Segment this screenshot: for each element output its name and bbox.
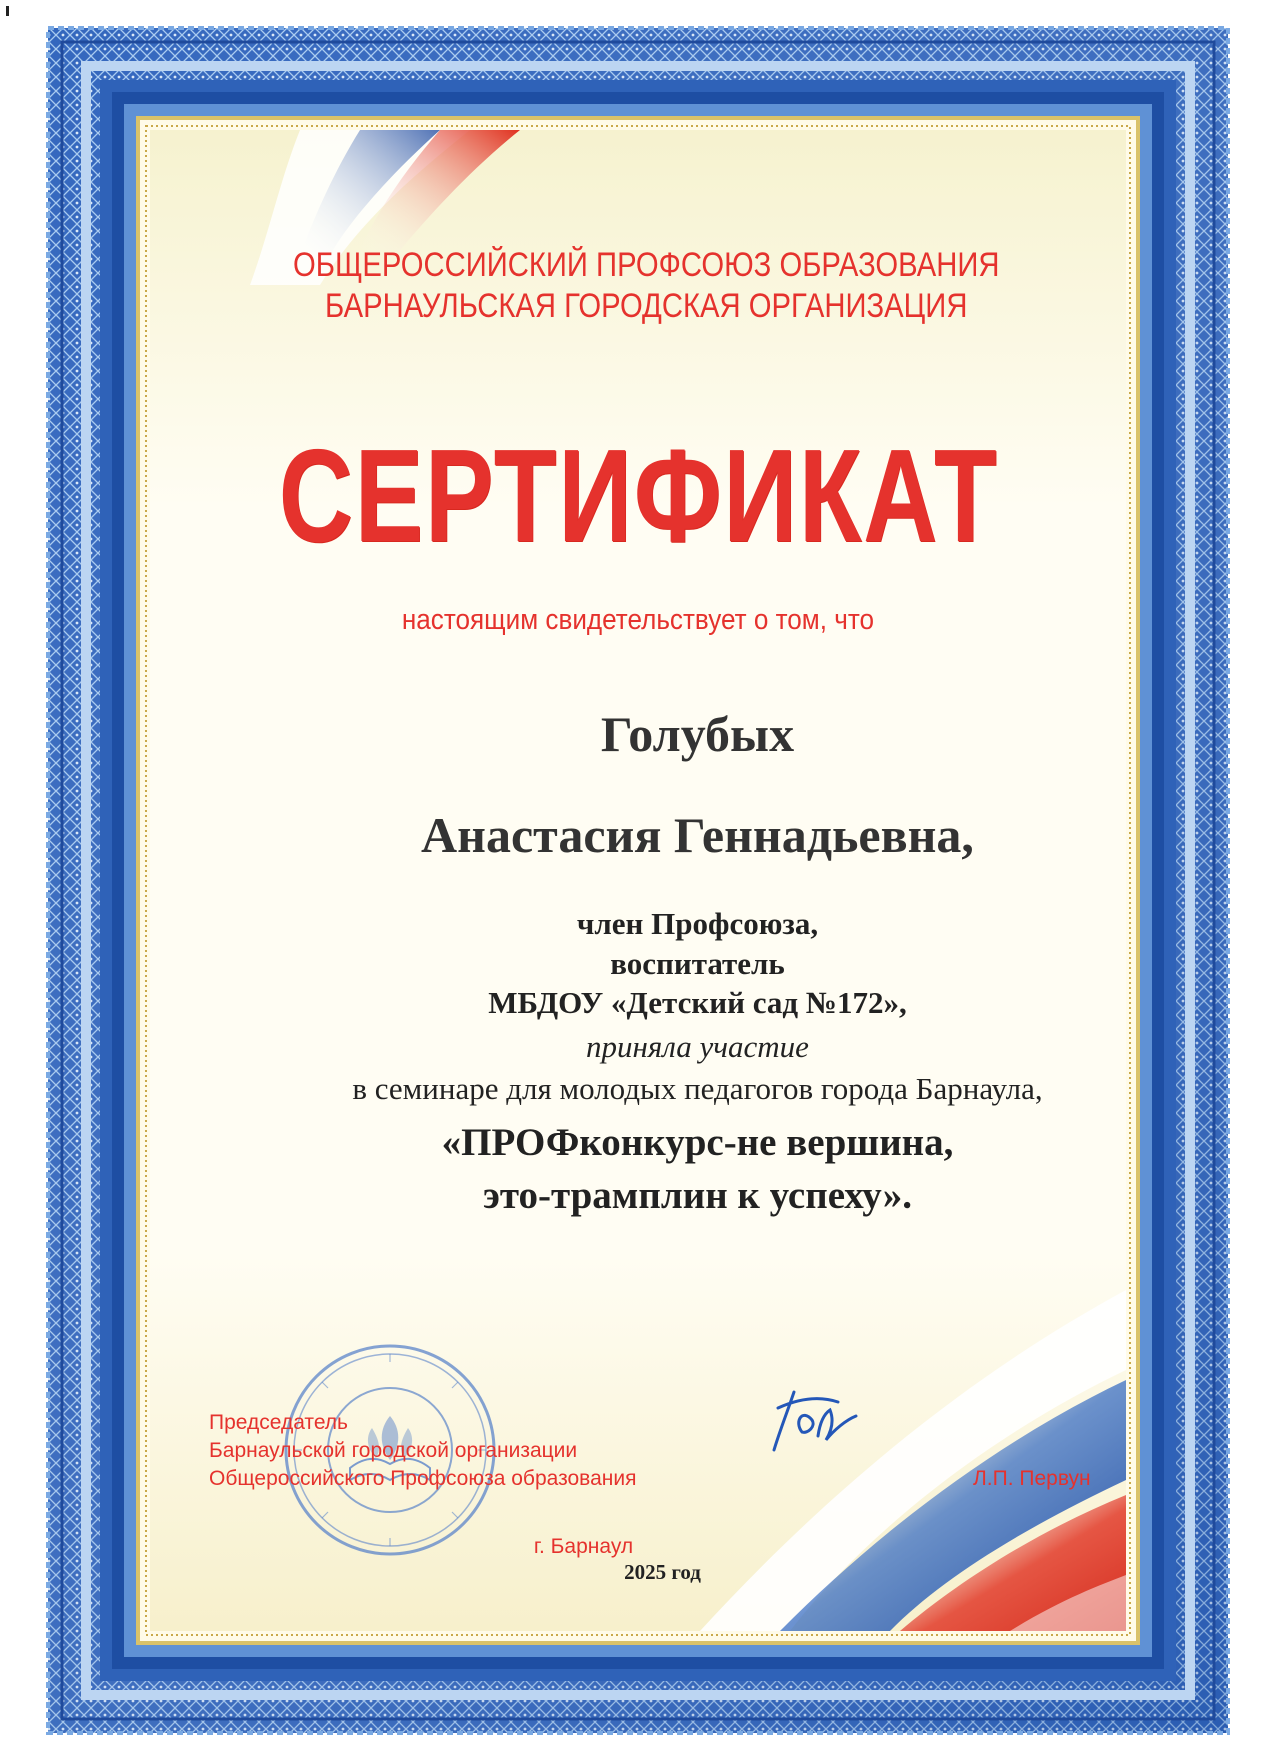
issue-city: г. Барнаул: [533, 1535, 634, 1558]
intro-text: настоящим свидетельствует о том, что: [401, 604, 875, 636]
signatory-block: [209, 1409, 636, 1493]
signatory-line-2: Барнаульской городской организации: [209, 1439, 578, 1462]
org-line-2: БАРНАУЛЬСКАЯ ГОРОДСКАЯ ОРГАНИЗАЦИЯ: [325, 287, 968, 325]
handwritten-signature-icon: [760, 1380, 870, 1470]
event-name-line-2: это-трамплин к успеху».: [483, 1174, 912, 1217]
institution-line: МБДОУ «Детский сад №172»,: [488, 985, 907, 1020]
recipient-surname: Голубых: [600, 706, 795, 762]
position-line: воспитатель: [610, 946, 785, 981]
signatory-line-3: Общероссийского Профсоюза образования: [209, 1467, 637, 1490]
scan-mark: [6, 6, 9, 16]
org-line-1: ОБЩЕРОССИЙСКИЙ ПРОФСОЮЗ ОБРАЗОВАНИЯ: [293, 246, 1000, 284]
member-line: член Профсоюза,: [576, 906, 819, 941]
participated-line: приняла участие: [586, 1029, 809, 1064]
event-name-line-1: «ПРОФконкурс-не вершина,: [441, 1121, 954, 1164]
certificate-title: СЕРТИФИКАТ: [278, 422, 999, 569]
event-line: в семинаре для молодых педагогов города Барнаула,: [352, 1071, 1043, 1106]
signatory-line-1: Председатель: [209, 1411, 348, 1434]
recipient-given-names: Анастасия Геннадьевна,: [421, 807, 974, 863]
signatory-name: Л.П. Первун: [973, 1467, 1091, 1490]
issue-year: 2025 год: [624, 1560, 701, 1584]
